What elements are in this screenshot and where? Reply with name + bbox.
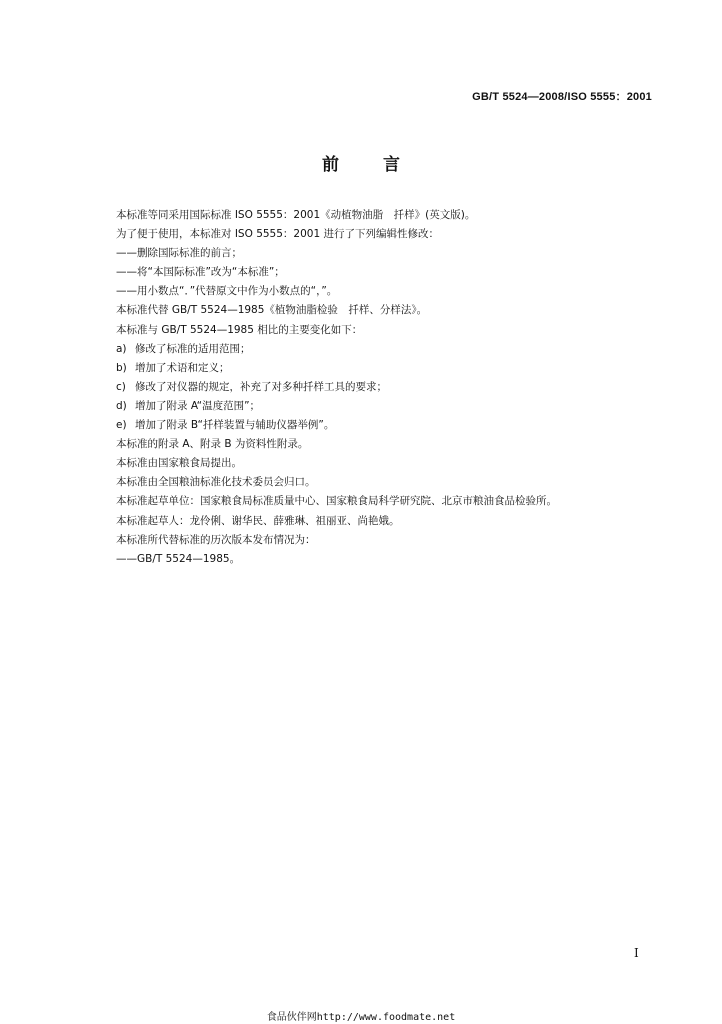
- change-item: [116, 397, 676, 416]
- body-line: 本标准所代替标准的历次版本发布情况为：: [116, 533, 316, 546]
- foreword-body: [116, 206, 676, 569]
- body-line: ——将“本国际标准”改为“本标准”；: [116, 266, 285, 279]
- change-item-label: d): [116, 399, 127, 412]
- standard-number: GB/T 5524—2008/ISO 5555：2001: [472, 91, 652, 103]
- change-item-label: a): [116, 342, 127, 355]
- body-line: 本标准由全国粮油标准化技术委员会归口。: [116, 476, 316, 489]
- title-char-2: 言: [383, 155, 400, 175]
- change-item-text: 增加了附录 B“扦样装置与辅助仪器举例”。: [135, 419, 335, 432]
- body-line: ——用小数点“．”代替原文中作为小数点的“，”。: [116, 285, 338, 298]
- change-item-text: 增加了术语和定义；: [135, 361, 230, 374]
- change-item: [116, 359, 676, 378]
- body-line: 本标准起草单位：国家粮食局标准质量中心、国家粮食局科学研究院、北京市粮油食品检验所。: [116, 495, 557, 508]
- body-line: ——删除国际标准的前言；: [116, 247, 242, 260]
- body-line: ——GB/T 5524—1985。: [116, 552, 241, 565]
- change-item-text: 增加了附录 A“温度范围”；: [135, 399, 261, 412]
- body-line: 本标准起草人：龙伶俐、谢华民、薛雅琳、祖丽亚、尚艳娥。: [116, 514, 400, 527]
- change-item-label: c): [116, 380, 126, 393]
- body-line: 为了便于使用，本标准对 ISO 5555：2001 进行了下列编辑性修改：: [116, 228, 439, 241]
- footer-watermark[interactable]: 食品伙伴网http://www.foodmate.net: [266, 1012, 456, 1023]
- body-line: 本标准等同采用国际标准 ISO 5555：2001《动植物油脂 扦样》(英文版)。: [116, 209, 476, 221]
- body-line: 本标准的附录 A、附录 B 为资料性附录。: [116, 438, 309, 451]
- change-item-text: 修改了标准的适用范围；: [135, 342, 251, 355]
- change-item-label: b): [116, 361, 127, 374]
- body-line: 本标准由国家粮食局提出。: [116, 457, 242, 470]
- change-item-text: 修改了对仪器的规定，补充了对多种扦样工具的要求；: [135, 380, 387, 393]
- change-item-label: e): [116, 419, 127, 432]
- body-line: 本标准与 GB/T 5524—1985 相比的主要变化如下：: [116, 323, 363, 336]
- title-char-1: 前: [322, 155, 339, 175]
- body-line: 本标准代替 GB/T 5524—1985《植物油脂检验 扦样、分样法》。: [116, 304, 428, 317]
- page-title: [0, 150, 722, 175]
- change-item: [116, 340, 676, 359]
- change-item: [116, 416, 676, 435]
- page-number: I: [634, 946, 639, 960]
- change-item: [116, 378, 676, 397]
